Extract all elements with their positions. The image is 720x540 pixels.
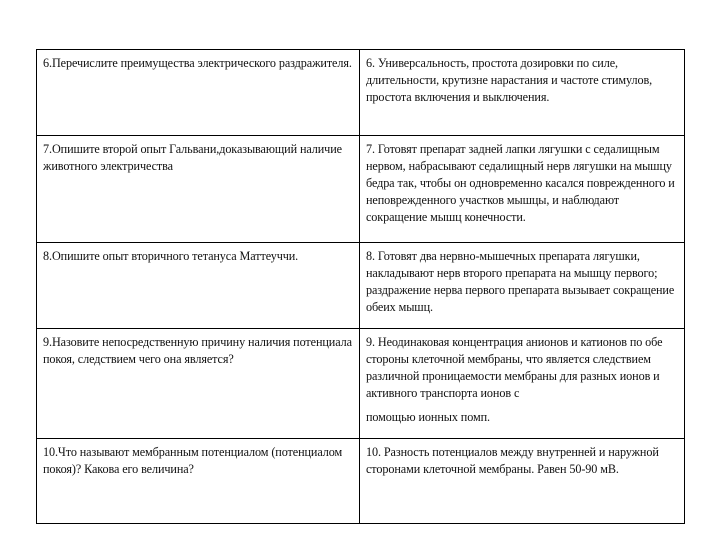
question-cell: 9.Назовите непосредственную причину наличия потенциала покоя, следствием чего она является? <box>37 329 360 439</box>
answer-text-continuation: помощью ионных помп. <box>366 410 490 424</box>
table-row <box>37 439 685 524</box>
answer-cell: 6. Универсальность, простота дозировки по силе, длительности, крутизне нарастания и частоте стимулов, простота включения и выключения. <box>360 50 685 136</box>
table-row <box>37 243 685 329</box>
table-row <box>37 50 685 136</box>
question-cell: 7.Опишите второй опыт Гальвани,доказывающий наличие животного электричества <box>37 136 360 243</box>
question-cell: 10.Что называют мембранным потенциалом (потенциалом покоя)? Какова его величина? <box>37 439 360 524</box>
qa-table <box>36 49 685 524</box>
answer-cell: 7. Готовят препарат задней лапки лягушки с седалищным нервом, набрасывают седалищный нерв лягушки на мышцу бедра так, чтобы он одновременно касался поврежденного и неповрежденного участков мышцы, и наблюдают сокращение мышц конечности. <box>360 136 685 243</box>
table-row <box>37 136 685 243</box>
answer-cell <box>360 329 685 439</box>
answer-text: 9. Неодинаковая концентрация анионов и катионов по обе стороны клеточной мембраны, что является следствием различной проницаемости мембраны для разных ионов и активного транспорта ионов с <box>366 335 663 400</box>
question-cell: 8.Опишите опыт вторичного тетануса Маттеуччи. <box>37 243 360 329</box>
question-cell: 6.Перечислите преимущества электрического раздражителя. <box>37 50 360 136</box>
answer-cell: 8. Готовят два нервно-мышечных препарата лягушки, накладывают нерв второго препарата на мышцу первого; раздражение нерва первого препарата вызывает сокращение обеих мышц. <box>360 243 685 329</box>
table-row <box>37 329 685 439</box>
answer-cell: 10. Разность потенциалов между внутренней и наружной сторонами клеточной мембраны. Равен 50-90 мВ. <box>360 439 685 524</box>
